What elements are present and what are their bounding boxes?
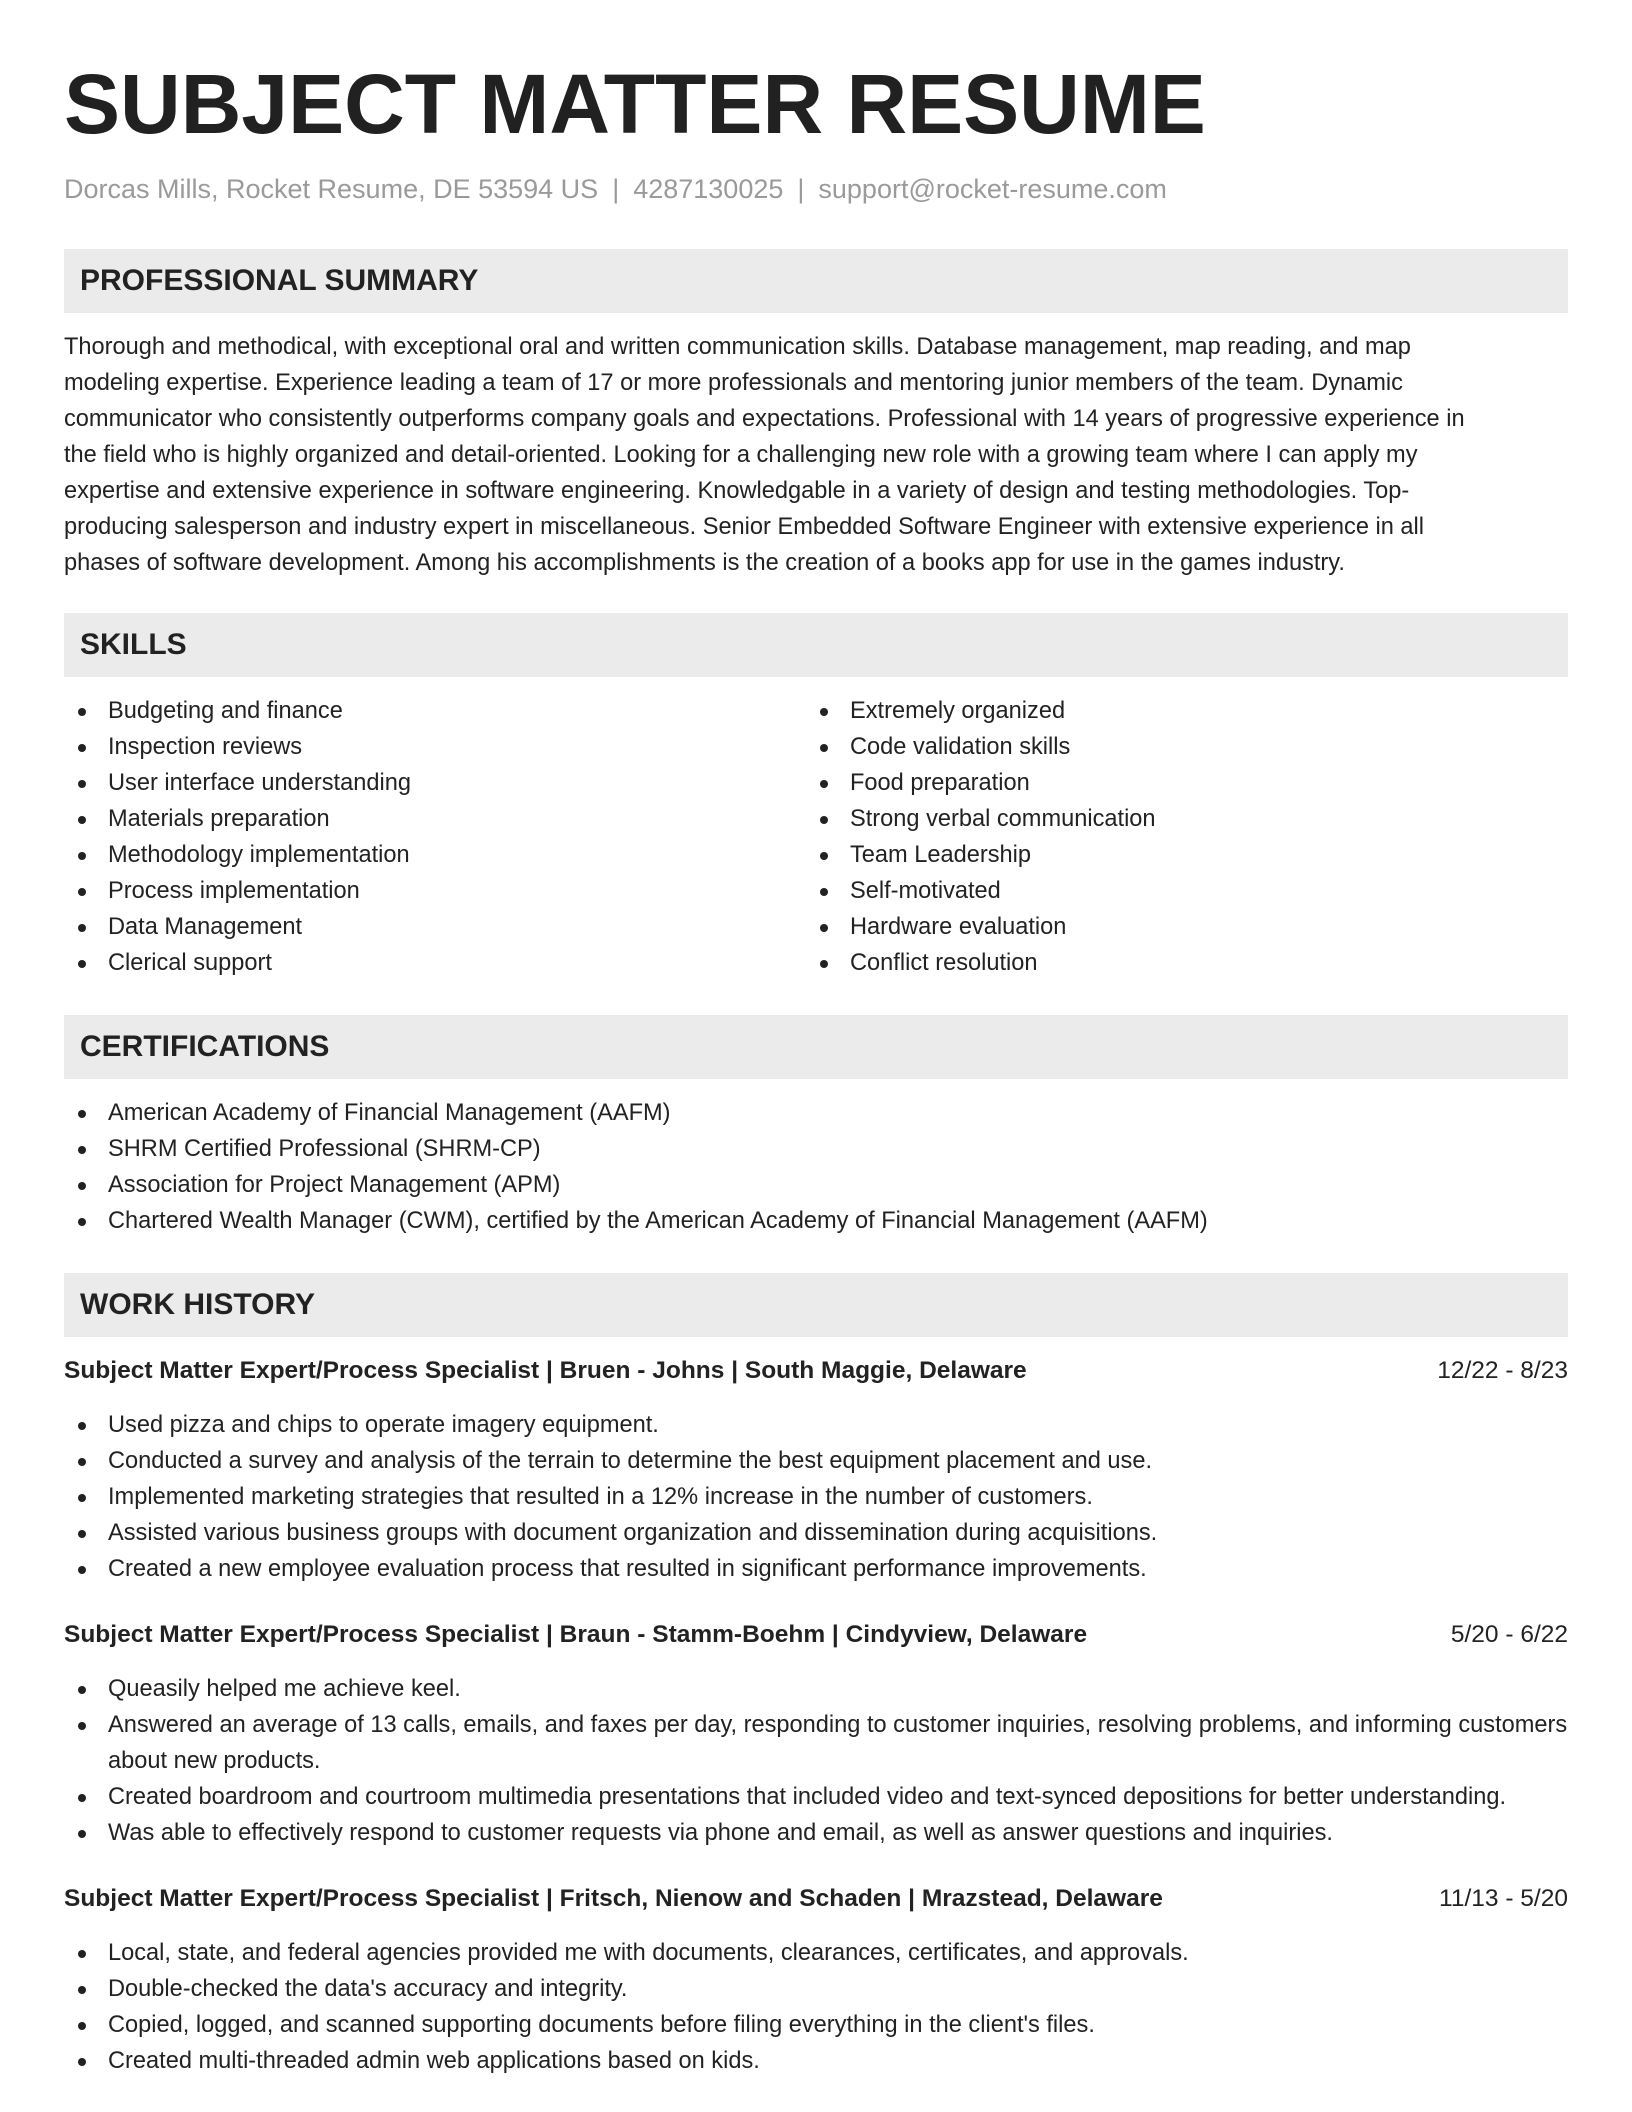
skill-item: Team Leadership (806, 837, 1548, 873)
skill-item: Process implementation (64, 873, 806, 909)
skills-heading: SKILLS (64, 613, 1568, 677)
job-title: Subject Matter Expert/Process Specialist | Bruen - Johns | South Maggie, Delaware (64, 1357, 1027, 1384)
skills-column-right (806, 693, 1548, 981)
job-bullet: Used pizza and chips to operate imagery equipment. (64, 1407, 1568, 1443)
job-entry (64, 1353, 1568, 1587)
job-header (64, 1617, 1568, 1653)
summary-line: modeling expertise. Experience leading a team of 17 or more professionals and mentoring junior members of the team. Dynamic (64, 370, 1403, 396)
skill-item: Inspection reviews (64, 729, 806, 765)
skill-item: Code validation skills (806, 729, 1548, 765)
job-bullets (64, 1407, 1568, 1587)
skill-item: Extremely organized (806, 693, 1548, 729)
job-bullets (64, 1671, 1568, 1851)
job-dates: 5/20 - 6/22 (1450, 1621, 1568, 1648)
job-bullet: Queasily helped me achieve keel. (64, 1671, 1568, 1707)
job-bullet: Copied, logged, and scanned supporting documents before filing everything in the client's files. (64, 2007, 1568, 2043)
skill-item: Hardware evaluation (806, 909, 1548, 945)
certifications-list (64, 1095, 1568, 1239)
certification-item: Chartered Wealth Manager (CWM), certified by the American Academy of Financial Management (AAFM) (64, 1203, 1568, 1239)
job-header (64, 1353, 1568, 1389)
job-bullet: Double-checked the data's accuracy and integrity. (64, 1971, 1568, 2007)
resume-title: SUBJECT MATTER RESUME (64, 57, 1206, 151)
skill-item: Budgeting and finance (64, 693, 806, 729)
summary-line: the field who is highly organized and detail-oriented. Looking for a challenging new role with a growing team where I can apply my (64, 442, 1418, 468)
job-bullet: Local, state, and federal agencies provided me with documents, clearances, certificates, and approvals. (64, 1935, 1568, 1971)
certification-item: SHRM Certified Professional (SHRM-CP) (64, 1131, 1568, 1167)
job-bullet: Conducted a survey and analysis of the terrain to determine the best equipment placement and use. (64, 1443, 1568, 1479)
summary-heading: PROFESSIONAL SUMMARY (64, 249, 1568, 313)
summary-line: Thorough and methodical, with exceptional oral and written communication skills. Database management, map reading, and map (64, 334, 1411, 360)
skill-item: Materials preparation (64, 801, 806, 837)
contact-separator: | (797, 174, 805, 204)
summary-line: producing salesperson and industry expert in miscellaneous. Senior Embedded Software Engineer with extensive experience in all (64, 514, 1425, 540)
job-entry (64, 1881, 1568, 2079)
skill-item: Clerical support (64, 945, 806, 981)
summary-line: communicator who consistently outperforms company goals and expectations. Professional with 14 years of progressive experience in (64, 406, 1465, 432)
contact-phone: 4287130025 (633, 174, 784, 204)
job-entry (64, 1617, 1568, 1851)
job-bullet: Created multi-threaded admin web applications based on kids. (64, 2043, 1568, 2079)
contact-line (64, 172, 1568, 206)
certification-item: Association for Project Management (APM) (64, 1167, 1568, 1203)
certifications-heading: CERTIFICATIONS (64, 1015, 1568, 1079)
contact-email: support@rocket-resume.com (818, 174, 1167, 204)
job-bullet: Implemented marketing strategies that resulted in a 12% increase in the number of customers. (64, 1479, 1568, 1515)
skills-grid (64, 693, 1568, 981)
job-title: Subject Matter Expert/Process Specialist | Fritsch, Nienow and Schaden | Mrazstead, Delaware (64, 1885, 1163, 1912)
skills-column-left (64, 693, 806, 981)
skill-item: Strong verbal communication (806, 801, 1548, 837)
summary-text (64, 329, 1568, 581)
job-dates: 12/22 - 8/23 (1437, 1357, 1568, 1384)
resume-page (64, 0, 1568, 2079)
skill-item: Data Management (64, 909, 806, 945)
job-bullet: Created a new employee evaluation process that resulted in significant performance improvements. (64, 1551, 1568, 1587)
job-header (64, 1881, 1568, 1917)
job-bullet: Answered an average of 13 calls, emails, and faxes per day, responding to customer inquiries, resolving problems, and informing customers about new products. (64, 1707, 1568, 1779)
summary-line: phases of software development. Among his accomplishments is the creation of a books app for use in the games industry. (64, 550, 1345, 576)
job-title: Subject Matter Expert/Process Specialist | Braun - Stamm-Boehm | Cindyview, Delaware (64, 1621, 1088, 1648)
job-bullets (64, 1935, 1568, 2079)
skill-item: Food preparation (806, 765, 1548, 801)
job-bullet: Created boardroom and courtroom multimedia presentations that included video and text-synced depositions for better understanding. (64, 1779, 1568, 1815)
contact-separator: | (612, 174, 620, 204)
job-bullet: Assisted various business groups with document organization and dissemination during acquisitions. (64, 1515, 1568, 1551)
certification-item: American Academy of Financial Management (AAFM) (64, 1095, 1568, 1131)
work-history-heading: WORK HISTORY (64, 1273, 1568, 1337)
skill-item: User interface understanding (64, 765, 806, 801)
job-dates: 11/13 - 5/20 (1439, 1885, 1568, 1912)
skill-item: Self-motivated (806, 873, 1548, 909)
job-bullet: Was able to effectively respond to customer requests via phone and email, as well as answer questions and inquiries. (64, 1815, 1568, 1851)
skill-item: Methodology implementation (64, 837, 806, 873)
contact-address: Dorcas Mills, Rocket Resume, DE 53594 US (64, 174, 599, 204)
summary-line: expertise and extensive experience in software engineering. Knowledgable in a variety of design and testing methodologies. Top- (64, 478, 1410, 504)
skill-item: Conflict resolution (806, 945, 1548, 981)
